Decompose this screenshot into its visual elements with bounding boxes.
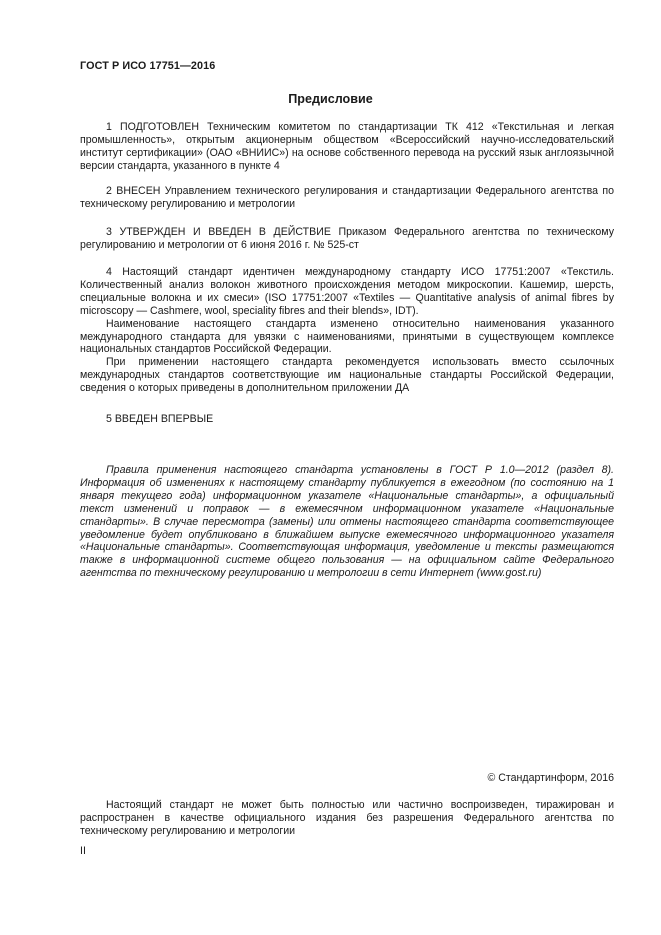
reproduction-notice	[80, 799, 614, 838]
foreword-item-4-name-note: Наименование настоящего стандарта изменено относительно наименования указанного международного стандарта для увязки с наименованиями, принятыми в существующем комплексе национальных стандартов Российской Федерации.	[80, 317, 614, 356]
foreword-item-2	[80, 185, 614, 211]
foreword-item-3	[80, 226, 614, 252]
application-rules-note	[80, 464, 614, 580]
foreword-item-1	[80, 121, 614, 173]
page-title: Предисловие	[288, 92, 373, 106]
reproduction-notice-text: Настоящий стандарт не может быть полностью или частично воспроизведен, тиражирован и распространен в качестве официального издания без разрешения Федерального агентства по техническому регулированию и метрологии	[80, 799, 614, 837]
document-code-header: ГОСТ Р ИСО 17751—2016	[80, 60, 216, 72]
page-number: II	[80, 845, 86, 857]
foreword-item-1-text: 1 ПОДГОТОВЛЕН Техническим комитетом по стандартизации ТК 412 «Текстильная и легкая промышленность», открытым акционерным обществом «Всероссийский научно-исследовательский институт сертификации» (ОАО «ВНИИС») на основе собственного перевода на русский язык англоязычной версии стандарта, указанного в пункте 4	[80, 121, 614, 172]
foreword-item-2-text: 2 ВНЕСЕН Управлением технического регулирования и стандартизации Федерального агентства по техническому регулированию и метрологии	[80, 185, 614, 210]
foreword-item-4	[80, 266, 614, 395]
foreword-item-5	[80, 413, 614, 426]
application-rules-text: Правила применения настоящего стандарта установлены в ГОСТ Р 1.0—2012 (раздел 8). Информация об изменениях к настоящему стандарту публикуется в ежегодном (по состоянию на 1 января текущего года) информационном указателе «Национальные стандарты», а официальный текст изменений и поправок — в ежемесячном информационном указателе «Национальные стандарты». В случае пересмотра (замены) или отмены настоящего стандарта соответствующее уведомление будет опубликовано в ближайшем выпуске ежемесячного информационного указателя «Национальные стандарты». Соответствующая информация, уведомление и тексты размещаются также в информационной системе общего пользования — на официальном сайте Федерального агентства по техническому регулированию и метрологии в сети Интернет (www.gost.ru)	[80, 464, 614, 580]
foreword-item-3-text: 3 УТВЕРЖДЕН И ВВЕДЕН В ДЕЙСТВИЕ Приказом Федерального агентства по техническому регулированию и метрологии от 6 июня 2016 г. № 525-ст	[80, 226, 614, 251]
foreword-item-4-reference-note: При применении настоящего стандарта рекомендуется использовать вместо ссылочных международных стандартов соответствующие им национальные стандарты Российской Федерации, сведения о которых приведены в дополнительном приложении ДА	[80, 356, 614, 395]
foreword-item-5-text: 5 ВВЕДЕН ВПЕРВЫЕ	[106, 413, 214, 425]
copyright-notice: © Стандартинформ, 2016	[487, 772, 614, 784]
foreword-item-4-text: 4 Настоящий стандарт идентичен международному стандарту ИСО 17751:2007 «Текстиль. Количественный анализ волокон животного происхождения методом микроскопии. Кашемир, шерсть, специальные волокна и их смеси» (ISO 17751:2007 «Textiles — Quantitative analysis of animal fibres by microscopy — Cashmere, wool, speciality fibres and their blends», IDT).	[80, 266, 614, 317]
